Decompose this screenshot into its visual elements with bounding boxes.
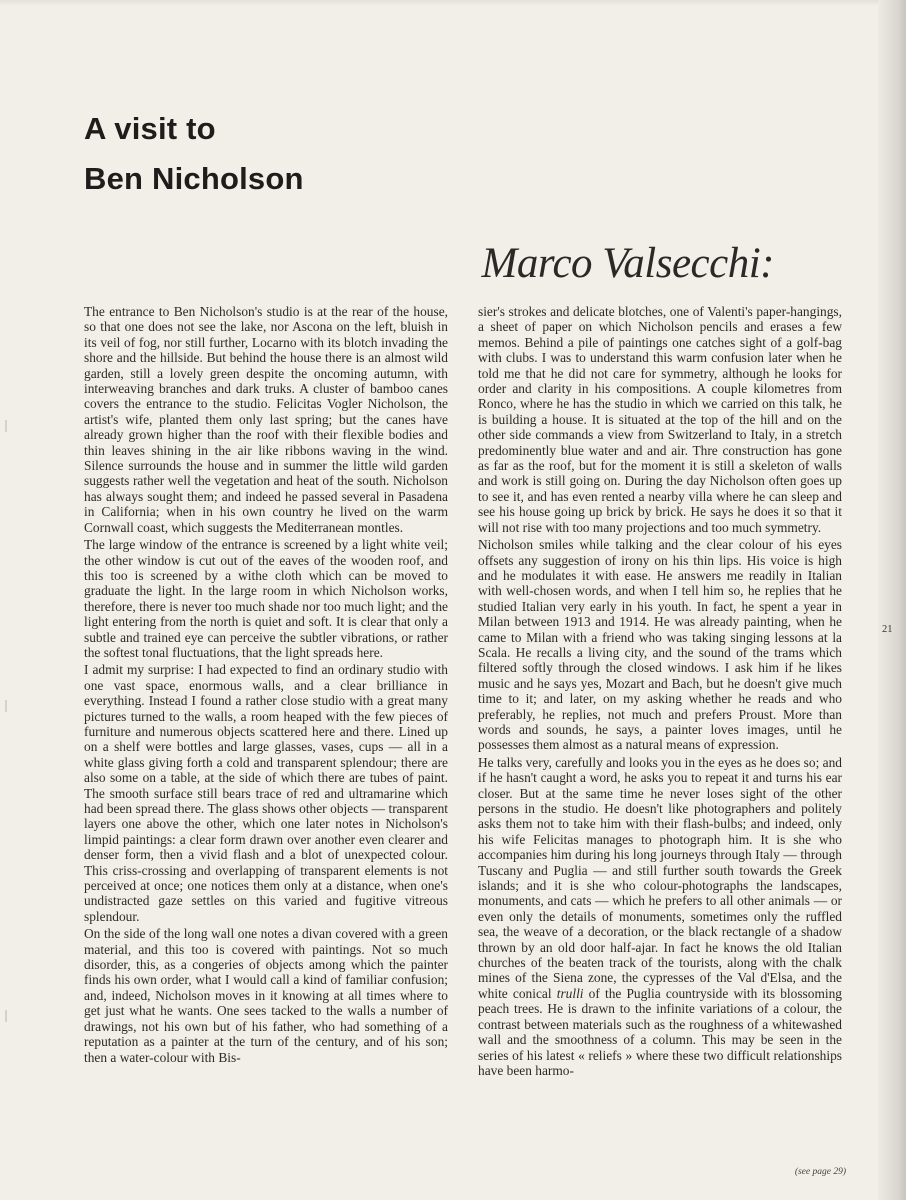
- page-top-shadow: [0, 0, 906, 6]
- paragraph: On the side of the long wall one notes a divan covered with a green material, and this too is covered with paintings. Not so much disorder, this, as a congeries of objects among which the painter finds his own order, what I would call a kind of familiar confusion; and, indeed, Nicholson moves in it knowing at all times where to get just what he wants. One sees tacked to the walls a number of drawings, not his own but of his father, who had something of a reputation as a painter at the turn of the century, and of his son; then a water-colour with Bis-: [84, 926, 448, 1065]
- binding-mark: [5, 700, 7, 712]
- paragraph: sier's strokes and delicate blotches, one of Valenti's paper-hangings, a sheet of paper on which Nicholson pencils and erases a few memos. Behind a pile of paintings one catches sight of a golf-bag with clubs. I was to understand this warm confusion later when he told me that he did not care for symmetry, although he looks for order and clarity in his compositions. A couple kilometres from Ronco, where he has the studio in which we carried on this talk, he is building a house. It is situated at the top of the hill and on the other side commands a view from Switzerland to Italy, in a stretch predominently blue water and and air. Thre construction has gone as far as the roof, but for the moment it is still a skeleton of walls and work is still going on. During the day Nicholson often goes up to see it, and has even rented a nearby villa where he can sleep and see his house going up brick by brick. He says he does it so that it will not rise with too many projections and too much symmetry.: [478, 304, 842, 535]
- continuation-note: (see page 29): [794, 1167, 846, 1177]
- paragraph: Nicholson smiles while talking and the clear colour of his eyes offsets any suggestion of irony on his thin lips. His voice is high and he modulates it with ease. He answers me readily in Italian with well-chosen words, and when I tell him so, he replies that he studied Italian very early in his youth. In fact, he spent a year in Milan between 1913 and 1914. He was already painting, when he came to Milan with a friend who was taking singing lessons at la Scala. He recalls a living city, and the sound of the trams which filtered softly through the closed windows. I ask him if he likes music and he says yes, Mozart and Bach, but he doesn't give much time to it; and later, on my asking whether he reads and who preferably, he replies, not much and prefers Proust. More than words and sounds, he says, a painter loves images, until he possesses them almost as a natural means of expression.: [478, 537, 842, 753]
- left-text-column: [84, 304, 448, 1067]
- right-text-column: [478, 304, 842, 1080]
- paragraph: The large window of the entrance is screened by a light white veil; the other window is cut out of the eaves of the wooden roof, and this too is screened by a withe cloth which can be moved to graduate the light. In the large room in which Nicholson works, therefore, there is never too much shade nor too much light; and the light entering from the north is quiet and soft. It is clear that only a subtle and trained eye can perceive the subtler vibrations, or rather the softest tonal fluctuations, that the light spreads here.: [84, 537, 448, 660]
- italic-word-trulli: trulli: [556, 985, 584, 1001]
- paragraph: I admit my surprise: I had expected to find an ordinary studio with one vast space, enormous walls, and a clear brilliance in everything. Instead I found a rather close studio with a great many pictures turned to the walls, a room heaped with the few pieces of furniture and numerous objects scattered here and there. Lined up on a shelf were bottles and large glasses, vases, cups — all in a white glass giving forth a cold and transparent splendour; there are also some on a table, at the side of which there are tubes of paint. The smooth surface still bears trace of red and ultramarine which had been spread there. The glass shows other objects — transparent layers one above the other, which one later notes in Nicholson's limpid paintings: a clear form drawn over another even clearer and denser form, then a vivid flash and a blot of unexpected colour. This criss-crossing and overlapping of transparent elements is not perceived at once; one notices them only at a distance, when one's undistracted gaze settles on this varied and fugitive vitreous splendour.: [84, 662, 448, 924]
- binding-mark: [5, 1010, 7, 1022]
- title-line-2: Ben Nicholson: [84, 161, 304, 196]
- paragraph-text: He talks very, carefully and looks you in the eyes as he does so; and if he hasn't caught a word, he asks you to repeat it and turns his ear closer. But at the same time he never loses sight of the other persons in the studio. He doesn't like photographers and politely asks them not to take him with their flash-bulbs; and indeed, only his wife Felicitas manages to photograph him. It is she who accompanies him during his long journeys through Italy — through Tuscany and Puglia — and still further south towards the Greek islands; and it is she who colour-photographs the landscapes, monuments, and cats — which he prefers to all other animals — or even only the details of monuments, sometimes only the ruffled sea, the weave of a decoration, or the black rectangle of a shadow thrown by an old door half-ajar. In fact he knows the old Italian churches of the beaten track of the tourists, along with the chalk mines of the Siena zone, the cypresses of the Val d'Elsa, and the white conical: [478, 754, 842, 1001]
- author-byline: Marco Valsecchi:: [481, 240, 774, 287]
- paragraph-text: of the Puglia countryside with its blossoming peach trees. He is drawn to the infinite variations of a colour, the contrast between materials such as the roughness of a whitewashed wall and the smoothness of a column. This may be seen in the series of his latest « reliefs » where these two difficult relationships have been harmo-: [478, 985, 842, 1078]
- binding-mark: [5, 420, 7, 432]
- article-title: [84, 104, 304, 204]
- page-binding-shadow: [878, 0, 906, 1200]
- paragraph: [478, 755, 842, 1079]
- title-line-1: A visit to: [84, 111, 216, 146]
- page-number: 21: [882, 624, 893, 635]
- paragraph: The entrance to Ben Nicholson's studio is at the rear of the house, so that one does not see the lake, nor Ascona on the left, bluish in its veil of fog, nor still further, Locarno with its blotch invading the shore and the hillside. But behind the house there is an almost wild garden, still a lovely green despite the oncoming autumn, with interweaving branches and dark truks. A cluster of bamboo canes covers the entrance to the studio. Felicitas Vogler Nicholson, the artist's wife, planted them only last spring; but the canes have already grown higher than the roof with their flexible bodies and thin leaves shining in the air like ribbons waving in the wind. Silence surrounds the house and in summer the little wild garden suggests rather well the vegetation and heat of the south. Nicholson has always sought them; and indeed he passed several in Pasadena in California; when in his own country he lived on the warm Cornwall coast, which suggests the Mediterranean montles.: [84, 304, 448, 535]
